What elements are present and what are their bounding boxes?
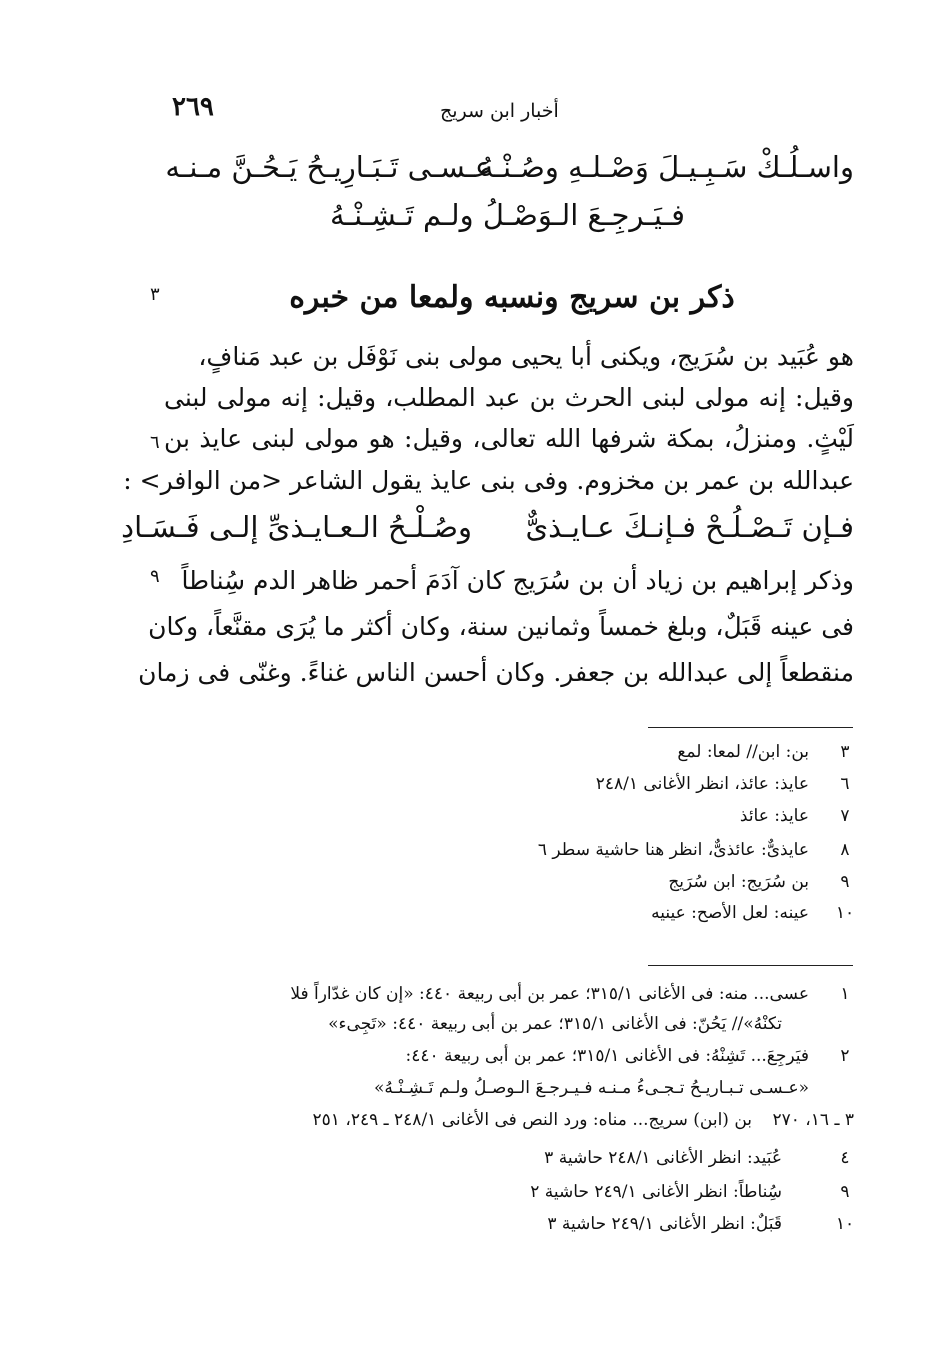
paragraph-1-line-number: ٦	[150, 432, 160, 453]
apparatus-note-number: ٦	[840, 774, 850, 794]
source-note-text: بن (ابن) سريج... مناه: ورد النص فى الأغانى ٢٤٨/١ ـ ٢٤٩، ٢٥١	[312, 1110, 752, 1130]
apparatus-note-text: عايذىٌّ: عائذىٌّ، انظر هنا حاشية سطر ٦	[537, 840, 809, 860]
source-note-text: عسى... منه: فى الأغانى ٣١٥/١؛ عمر بن أبى ربيعة ٤٤٠: «إن كان غدّاراً فلا	[290, 984, 809, 1004]
paragraph-1-line-3: لَيْثٍ. ومنزلُ، بمكة شرفها الله تعالى، وقيل: هو مولى لبنى عايذ بن	[164, 424, 854, 453]
source-note-text: قَبَلٌ: انظر الأغانى ٢٤٩/١ حاشية ٣	[547, 1214, 782, 1234]
verse-2-line: فـيَـرجِـعَ الـوَصْـلُ ولـم تَـشِـنْـهُ	[330, 198, 685, 232]
apparatus-note-text: عايذ: عائذ، انظر الأغانى ٢٤٨/١	[595, 774, 809, 794]
apparatus-note-number: ١٠	[835, 903, 855, 923]
paragraph-2-line-1: وذكر إبراهيم بن زياد أن بن سُرَيج كان آدَمَ أحمر ظاهر الدم سُِناطاً	[181, 566, 854, 595]
chapter-heading: ذكر بن سريج ونسبه ولمعا من خبره	[289, 280, 735, 315]
paragraph-1-line-1: هو عُبَيد بن سُرَيج، ويكنى أبا يحيى مولى بنى نَوْفَل بن عبد مَنافٍ،	[198, 342, 854, 371]
apparatus-rule	[648, 727, 853, 728]
apparatus-note-text: عينه: لعل الأصح: عينيه	[651, 903, 809, 923]
paragraph-1-line-2: وقيل: إنه مولى لبنى الحرث بن عبد المطلب، وقيل: إنه مولى لبنى	[164, 383, 854, 412]
apparatus-note-number: ٧	[840, 806, 850, 826]
apparatus-note-text: عايذ: عائذ	[739, 806, 809, 826]
apparatus-note-text: بن: ابن// لمعا: لمع	[677, 742, 809, 762]
verse-1-first-hemistich: واسـلُـكْ سَـبِـيـلَ وَصْـلـهِ وصُـنْـهُ	[479, 150, 854, 184]
paragraph-1-line-4: عبدالله بن عمر بن مخزوم. وفى بنى عايذ يقول الشاعر <من الوافر> :	[123, 466, 854, 495]
verse-3-second-hemistich: وصُـلْـحُ الـعـايـذىِّ إلـى فَـسَـادِ	[121, 510, 472, 544]
apparatus-note-number: ٣	[840, 742, 850, 762]
verse-3-first-hemistich: فـإن تَـصْـلُـحْ فـإنـكَ عـايـذىٌّ	[525, 510, 854, 544]
source-note-number: ١٠	[835, 1214, 855, 1234]
source-notes-rule	[648, 965, 853, 966]
source-note-text: سُِناطاً: انظر الأغانى ٢٤٩/١ حاشية ٢	[530, 1182, 782, 1202]
source-note-number: ٤	[840, 1148, 850, 1168]
page-number: ٢٦٩	[172, 92, 214, 122]
apparatus-note-number: ٩	[840, 872, 850, 892]
source-note-number-range: ٣ ـ ١٦، ٢٧٠	[772, 1110, 854, 1130]
source-note-text: فيَرجِعَ... تَشِنْهُ: فى الأغانى ٣١٥/١؛ عمر بن أبى ربيعة ٤٤٠:	[405, 1046, 809, 1066]
paragraph-2-line-3: منقطعاً إلى عبدالله بن جعفر. وكان أحسن الناس غناءً. وغنّى فى زمان	[138, 658, 854, 687]
source-note-text: عُبَيد: انظر الأغانى ٢٤٨/١ حاشية ٣	[544, 1148, 782, 1168]
paragraph-2-line-number: ٩	[150, 566, 160, 587]
verse-1-second-hemistich: عـسـى تَـبَـارِيـحُ يَـحُـنَّ مـنـه	[165, 150, 492, 184]
paragraph-2-line-2: فى عينه قَبَلٌ، وبلغ خمساً وثمانين سنة، وكان أكثر ما يُرَى مقنَّعاً، وكان	[148, 612, 854, 641]
apparatus-note-text: بن سُرَيج: ابن سُرَيج	[668, 872, 809, 892]
source-note-number: ٩	[840, 1182, 850, 1202]
running-head: أخبار ابن سريج	[440, 100, 559, 122]
source-note-text: تكنْهُ»// يَحُنّ: فى الأغانى ٣١٥/١؛ عمر بن أبى ربيعة ٤٤٠: «تَجِىء»	[328, 1014, 782, 1034]
source-note-verse: «عـسـى تـبـاريـحُ تـجـىءُ مـنـه فـيـرجـعَ الـوصـلُ ولـم تَـشِـنْـهُ»	[374, 1078, 809, 1098]
chapter-line-number: ٣	[150, 284, 160, 305]
apparatus-note-number: ٨	[840, 840, 850, 860]
source-note-number: ٢	[840, 1046, 850, 1066]
source-note-number: ١	[840, 984, 850, 1004]
